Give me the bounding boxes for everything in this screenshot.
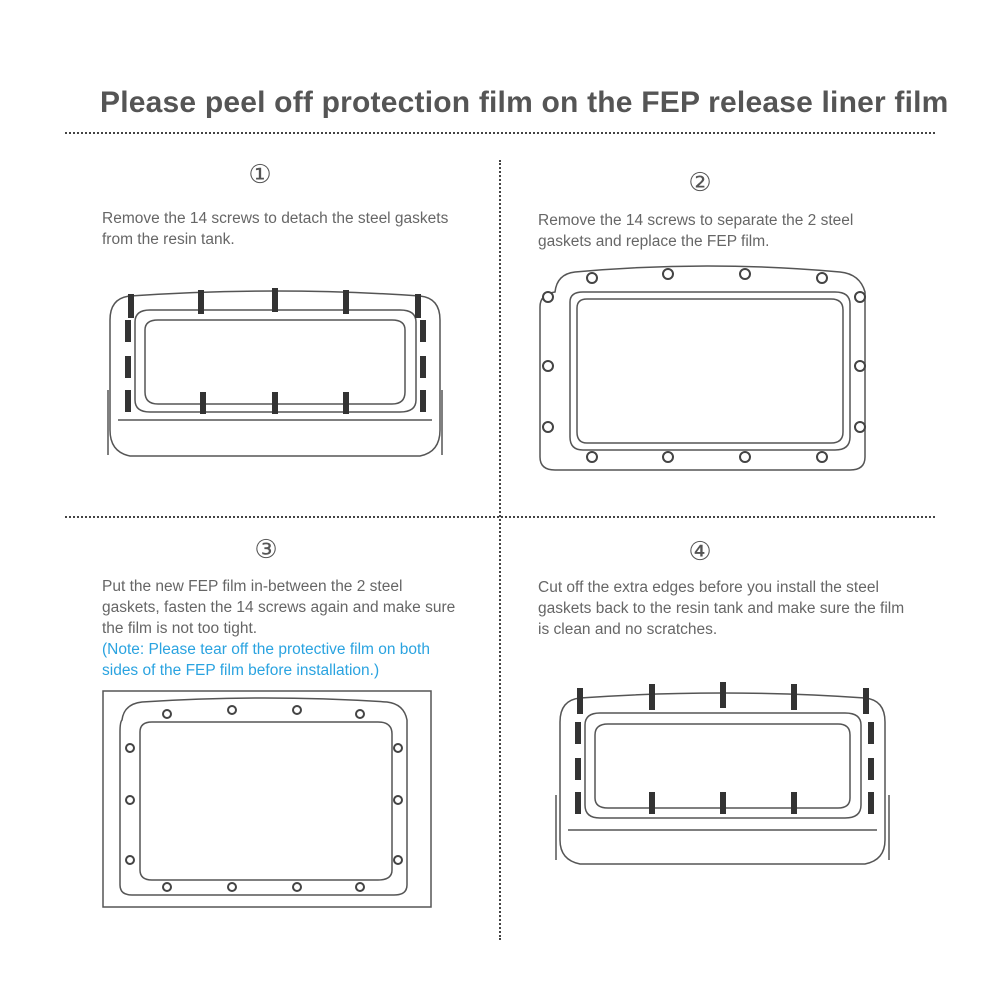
- resin-tank-with-gaskets-illustration: [100, 280, 450, 470]
- step-2-instruction: Remove the 14 screws to separate the 2 steel gaskets and replace the FEP film.: [538, 212, 854, 250]
- step-3-instruction: Put the new FEP film in-between the 2 steel gaskets, fasten the 14 screws again and make sure the film is not too tight.: [102, 578, 456, 637]
- page-title: Please peel off protection film on the FEP release liner film: [100, 86, 949, 119]
- new-fep-film-between-gaskets-illustration: [102, 690, 432, 908]
- step-1-text: [102, 208, 482, 250]
- vertical-divider: [499, 160, 501, 940]
- step-4-text: [538, 577, 918, 640]
- step-1-instruction: Remove the 14 screws to detach the steel gaskets from the resin tank.: [102, 210, 449, 248]
- step-2-number: ②: [688, 168, 712, 198]
- step-1-number: ①: [248, 160, 272, 190]
- title-divider: [65, 132, 935, 134]
- step-4-number: ④: [688, 537, 712, 567]
- step-2-text: [538, 210, 898, 252]
- step-3-note: (Note: Please tear off the protective film on both sides of the FEP film before installation.): [102, 641, 430, 679]
- reinstalled-tank-illustration: [550, 680, 895, 875]
- separated-gaskets-illustration: [535, 262, 880, 477]
- step-3-text: [102, 576, 462, 681]
- step-4-instruction: Cut off the extra edges before you install the steel gaskets back to the resin tank and make sure the film is clean and no scratches.: [538, 579, 905, 638]
- step-3-number: ③: [254, 535, 278, 565]
